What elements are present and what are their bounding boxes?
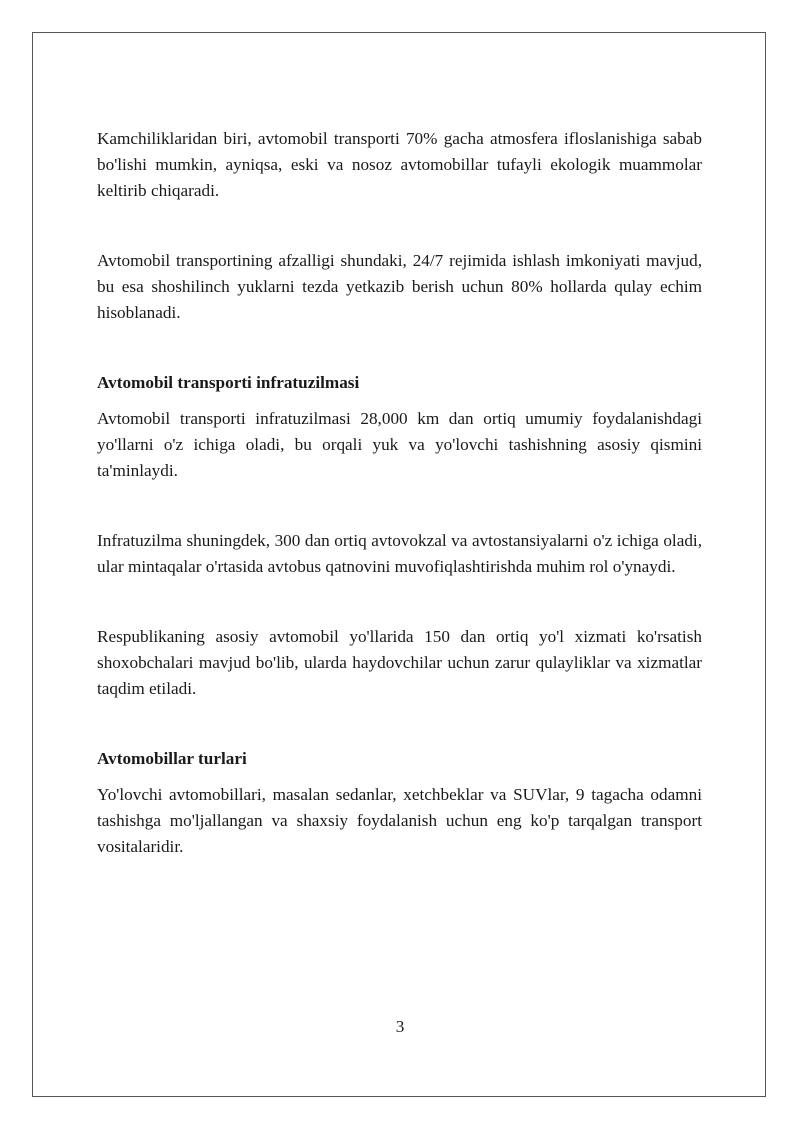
page-number: 3 xyxy=(395,1017,405,1036)
paragraph-pollution: Kamchiliklaridan biri, avtomobil transporti 70% gacha atmosfera ifloslanishiga sabab bo'lishi mumkin, ayniqsa, eski va nosoz avtomobillar tufayli ekologik muammolar keltirib chiqaradi. xyxy=(97,129,702,200)
paragraph-passenger-cars: Yo'lovchi avtomobillari, masalan sedanlar, xetchbeklar va SUVlar, 9 tagacha odamni tashishga mo'ljallangan va shaxsiy foydalanish uchun eng ko'p tarqalgan transport vositalaridir. xyxy=(97,785,702,856)
paragraph-roads: Avtomobil transporti infratuzilmasi 28,000 km dan ortiq umumiy foydalanishdagi yo'llarni o'z ichiga oladi, bu orqali yuk va yo'lovchi tashishning asosiy qismini ta'minlaydi. xyxy=(97,409,702,480)
paragraph-service-points: Respublikaning asosiy avtomobil yo'llarida 150 dan ortiq yo'l xizmati ko'rsatish shoxobchalari mavjud bo'lib, ularda haydovchilar uchun zarur qulayliklar va xizmatlar taqdim etiladi. xyxy=(97,627,702,698)
document-body xyxy=(97,126,702,860)
heading-infrastructure: Avtomobil transporti infratuzilmasi xyxy=(97,373,360,392)
heading-vehicle-types: Avtomobillar turlari xyxy=(97,749,247,768)
paragraph-advantage: Avtomobil transportining afzalligi shundaki, 24/7 rejimida ishlash imkoniyati mavjud, bu esa shoshilinch yuklarni tezda yetkazib berish uchun 80% hollarda qulay echim hisoblanadi. xyxy=(97,251,702,322)
paragraph-stations: Infratuzilma shuningdek, 300 dan ortiq avtovokzal va avtostansiyalarni o'z ichiga oladi, ular mintaqalar o'rtasida avtobus qatnovini muvofiqlashtirishda muhim rol o'ynaydi. xyxy=(97,531,702,576)
